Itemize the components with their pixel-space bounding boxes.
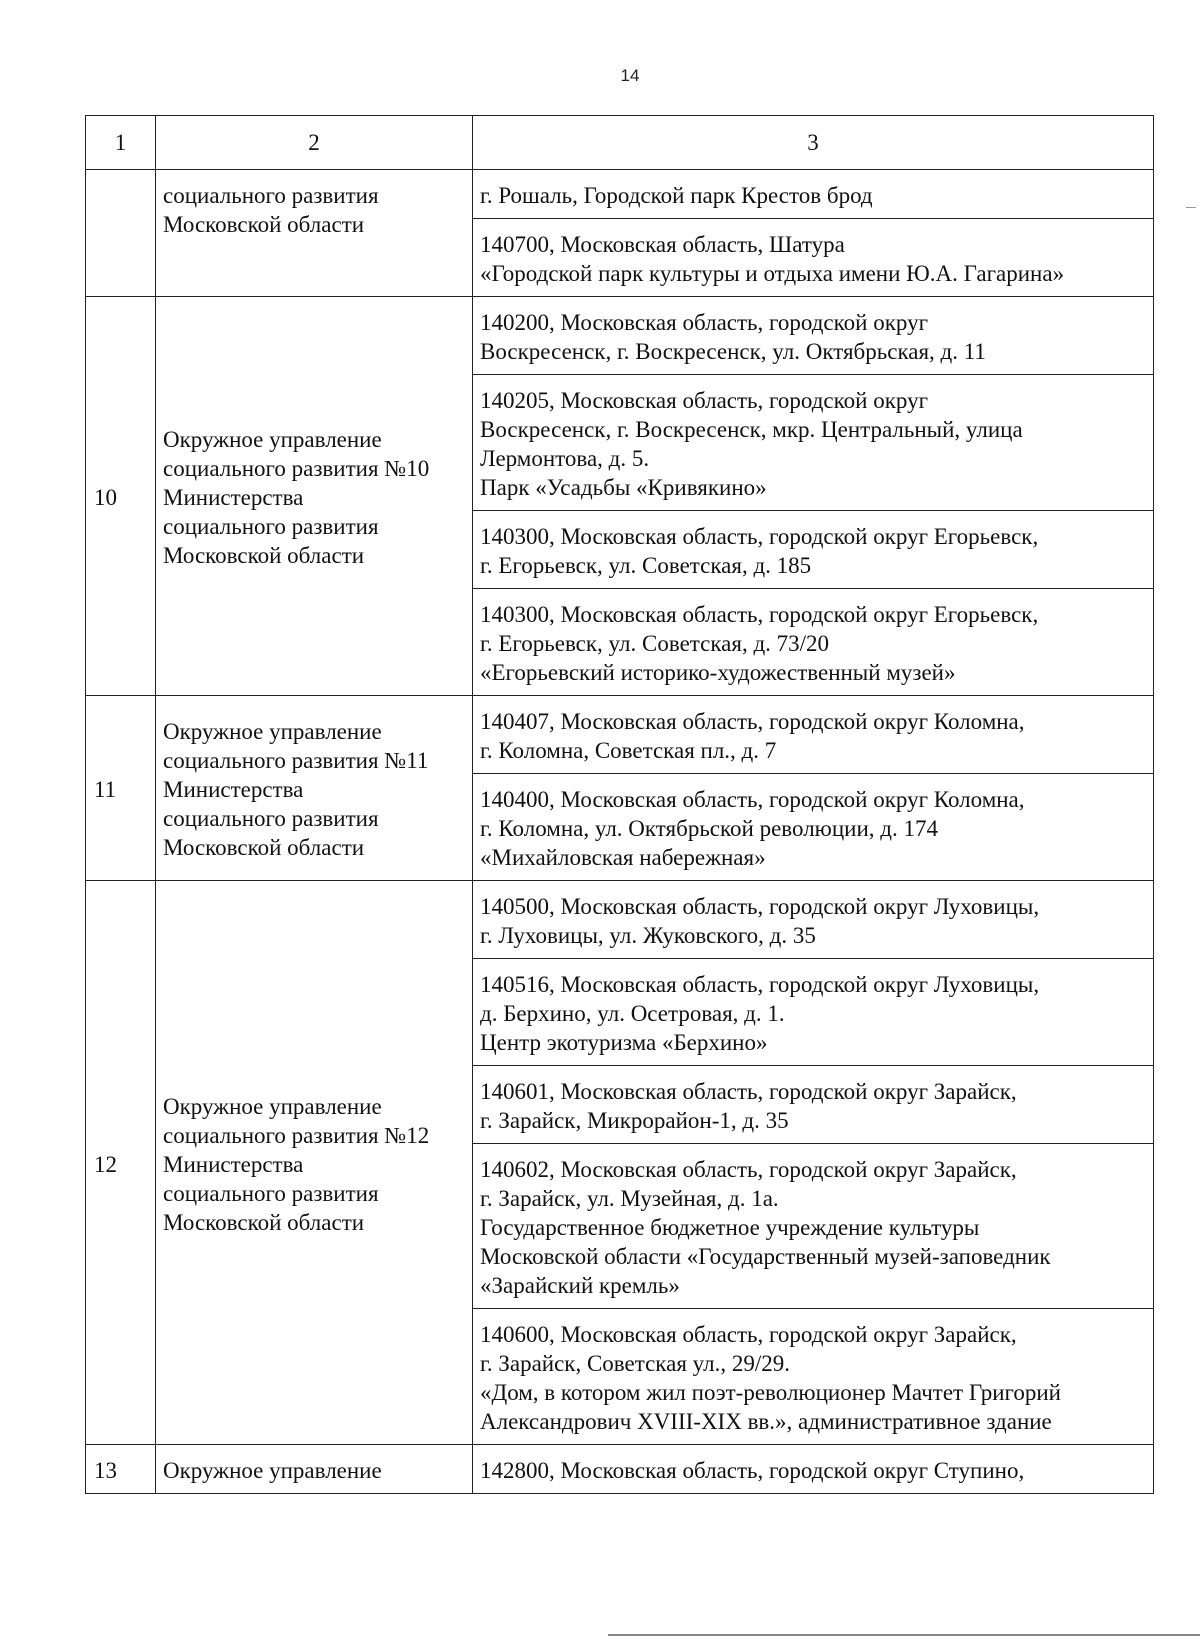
address-line: Центр экотуризма «Берхино» (480, 1030, 768, 1055)
address-line: г. Коломна, Советская пл., д. 7 (480, 738, 777, 763)
page-number: 14 (620, 66, 640, 85)
organization-line: социального развития №10 (163, 456, 430, 481)
address-line: г. Егорьевск, ул. Советская, д. 185 (480, 553, 812, 578)
table-body (86, 170, 1154, 1494)
institutions-table (85, 115, 1154, 1494)
address-cell (473, 589, 1154, 696)
address-line: 140300, Московская область, городской округ Егорьевск, (480, 602, 1039, 627)
organization-line: Окружное управление (163, 427, 382, 452)
address-line: Государственное бюджетное учреждение культуры (480, 1215, 980, 1240)
row-number: 11 (86, 696, 156, 881)
address-line: «Городской парк культуры и отдыха имени Ю.А. Гагарина» (480, 261, 1065, 286)
organization-line: социального развития №11 (163, 748, 429, 773)
organization-line: Московской области (163, 543, 365, 568)
address-line: 140500, Московская область, городской округ Луховицы, (480, 894, 1040, 919)
address-line: 140516, Московская область, городской округ Луховицы, (480, 972, 1040, 997)
address-cell (473, 1144, 1154, 1309)
margin-mark (1186, 207, 1196, 208)
address-line: 140601, Московская область, городской округ Зарайск, (480, 1079, 1017, 1104)
header-col-3: 3 (473, 116, 1154, 170)
table-row (86, 170, 1154, 219)
address-line: 140602, Московская область, городской округ Зарайск, (480, 1157, 1017, 1182)
address-cell (473, 170, 1154, 219)
address-line: «Дом, в котором жил поэт-революционер Мачтет Григорий (480, 1380, 1061, 1405)
table-row (86, 1445, 1154, 1494)
address-cell (473, 511, 1154, 589)
organization-line: Министерства (163, 485, 304, 510)
address-line: 142800, Московская область, городской округ Ступино, (480, 1458, 1025, 1483)
row-number: 10 (86, 297, 156, 696)
address-cell (473, 1309, 1154, 1445)
address-line: г. Егорьевск, ул. Советская, д. 73/20 (480, 631, 830, 656)
address-cell (473, 1066, 1154, 1144)
header-col-2: 2 (156, 116, 473, 170)
address-line: г. Рошаль, Городской парк Крестов брод (480, 183, 873, 208)
organization-line: социального развития (163, 514, 379, 539)
address-cell (473, 219, 1154, 297)
address-cell (473, 696, 1154, 774)
table-row (86, 696, 1154, 774)
address-line: Воскресенск, г. Воскресенск, ул. Октябрьская, д. 11 (480, 339, 986, 364)
address-line: 140600, Московская область, городской округ Зарайск, (480, 1322, 1017, 1347)
organization-line: Министерства (163, 777, 304, 802)
organization-line: Окружное управление (163, 719, 382, 744)
address-line: 140400, Московская область, городской округ Коломна, (480, 787, 1025, 812)
address-line: 140205, Московская область, городской округ (480, 388, 929, 413)
address-cell (473, 959, 1154, 1066)
address-line: Московской области «Государственный музей-заповедник (480, 1244, 1051, 1269)
organization-line: социального развития (163, 806, 379, 831)
organization-line: Московской области (163, 835, 365, 860)
address-line: «Егорьевский историко-художественный музей» (480, 660, 956, 685)
address-line: Лермонтова, д. 5. (480, 446, 650, 471)
header-row (86, 116, 1154, 170)
address-line: 140700, Московская область, Шатура (480, 232, 845, 257)
address-line: 140407, Московская область, городской округ Коломна, (480, 709, 1025, 734)
address-line: 140300, Московская область, городской округ Егорьевск, (480, 524, 1039, 549)
organization-line: социального развития (163, 183, 379, 208)
organization-cell (156, 1445, 473, 1494)
address-cell (473, 297, 1154, 375)
address-cell (473, 375, 1154, 511)
address-line: д. Берхино, ул. Осетровая, д. 1. (480, 1001, 785, 1026)
address-line: «Зарайский кремль» (480, 1273, 680, 1298)
organization-cell (156, 696, 473, 881)
organization-line: Московской области (163, 212, 365, 237)
row-number: 12 (86, 881, 156, 1445)
organization-cell (156, 297, 473, 696)
organization-line: Окружное управление (163, 1458, 382, 1483)
organization-line: социального развития №12 (163, 1122, 430, 1148)
organization-line: Московской области (163, 1209, 365, 1235)
organization-cell (156, 881, 473, 1445)
row-number: 13 (86, 1445, 156, 1494)
address-line: Воскресенск, г. Воскресенск, мкр. Центральный, улица (480, 417, 1023, 442)
address-line: Александрович XVIII-XIX вв.», административное здание (480, 1409, 1052, 1434)
address-line: Парк «Усадьбы «Кривякино» (480, 475, 767, 500)
address-cell (473, 881, 1154, 959)
address-line: г. Коломна, ул. Октябрьской революции, д. 174 (480, 816, 938, 841)
address-line: «Михайловская набережная» (480, 845, 766, 870)
header-col-1: 1 (86, 116, 156, 170)
row-number (86, 170, 156, 297)
organization-line: Министерства (163, 1151, 304, 1177)
organization-line: Окружное управление (163, 1093, 382, 1119)
address-line: 140200, Московская область, городской округ (480, 310, 929, 335)
organization-line: социального развития (163, 1180, 379, 1206)
address-line: г. Зарайск, Микрорайон-1, д. 35 (480, 1108, 789, 1133)
bottom-rule (608, 1634, 1200, 1636)
organization-cell (156, 170, 473, 297)
address-line: г. Зарайск, Советская ул., 29/29. (480, 1351, 791, 1376)
address-cell (473, 774, 1154, 881)
table-row (86, 881, 1154, 959)
table-row (86, 297, 1154, 375)
address-line: г. Луховицы, ул. Жуковского, д. 35 (480, 923, 816, 948)
address-line: г. Зарайск, ул. Музейная, д. 1а. (480, 1186, 779, 1211)
address-cell (473, 1445, 1154, 1494)
